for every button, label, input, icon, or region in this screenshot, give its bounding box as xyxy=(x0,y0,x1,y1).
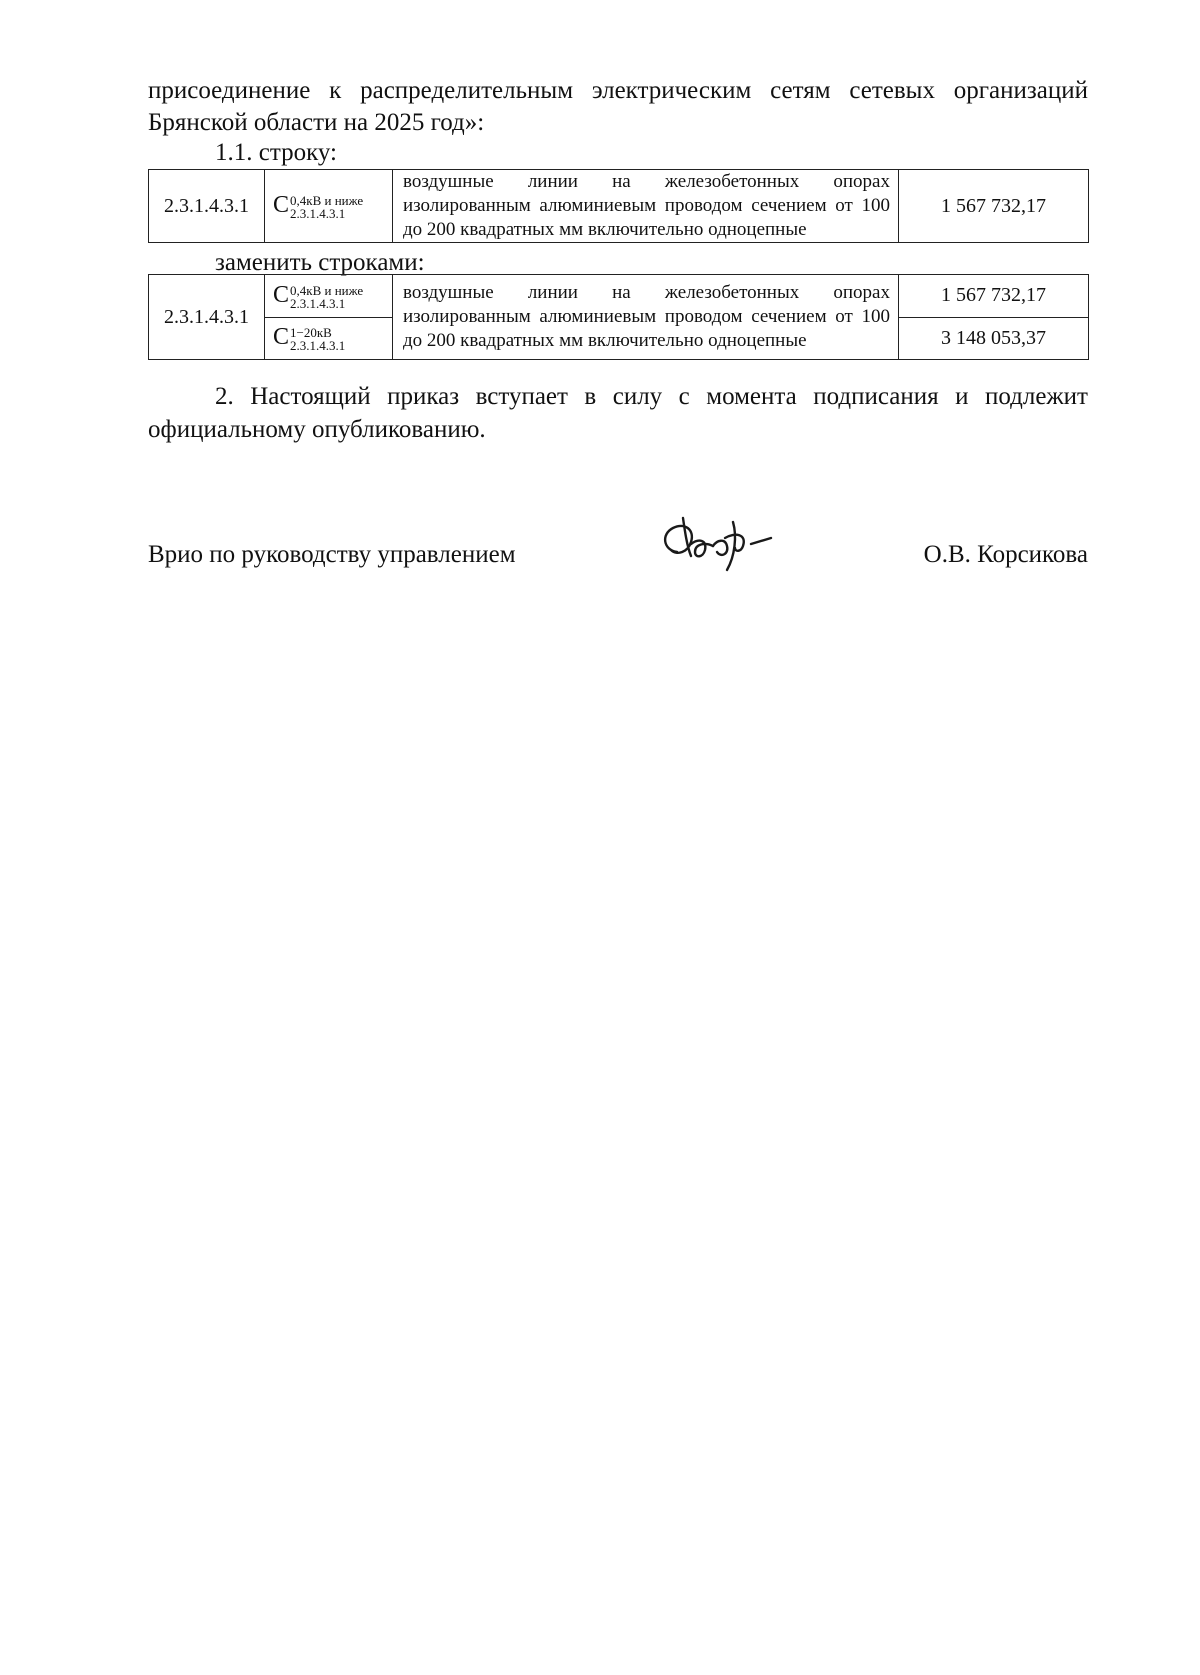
row-code: 2.3.1.4.3.1 xyxy=(149,275,265,360)
intro-line-1: присоединение к распределительным электрическим сетям сетевых организаций xyxy=(148,77,1088,104)
row-value: 1 567 732,17 xyxy=(899,170,1089,243)
intro-line-2: Брянской области на 2025 год»: xyxy=(148,109,485,136)
table-row xyxy=(149,170,1089,243)
tariff-symbol: С 1−20кВ 2.3.1.4.3.1 xyxy=(265,317,393,360)
row-value: 3 148 053,37 xyxy=(899,317,1089,360)
signatory-name: О.В. Корсикова xyxy=(923,541,1088,568)
row-value: 1 567 732,17 xyxy=(899,275,1089,318)
replace-label: заменить строками: xyxy=(215,249,425,276)
row-code: 2.3.1.4.3.1 xyxy=(149,170,265,243)
old-row-table xyxy=(148,169,1089,243)
tariff-symbol: С 0,4кВ и ниже 2.3.1.4.3.1 xyxy=(265,170,393,243)
row-description: воздушные линии на железобетонных опорах изолированным алюминиевым проводом сечением от 100 до 200 квадратных мм включительно одноцепные xyxy=(393,275,899,360)
item-2-paragraph: 2. Настоящий приказ вступает в силу с момента подписания и подлежит официальному опубликованию. xyxy=(148,383,1088,443)
signatory-position: Врио по руководству управлением xyxy=(148,541,516,568)
new-rows-table xyxy=(148,274,1089,360)
item-1-1-label: 1.1. строку: xyxy=(215,139,337,166)
handwritten-signature xyxy=(655,508,805,578)
table-row xyxy=(149,275,1089,318)
row-description: воздушные линии на железобетонных опорах изолированным алюминиевым проводом сечением от 100 до 200 квадратных мм включительно одноцепные xyxy=(393,170,899,243)
tariff-symbol: С 0,4кВ и ниже 2.3.1.4.3.1 xyxy=(265,275,393,318)
